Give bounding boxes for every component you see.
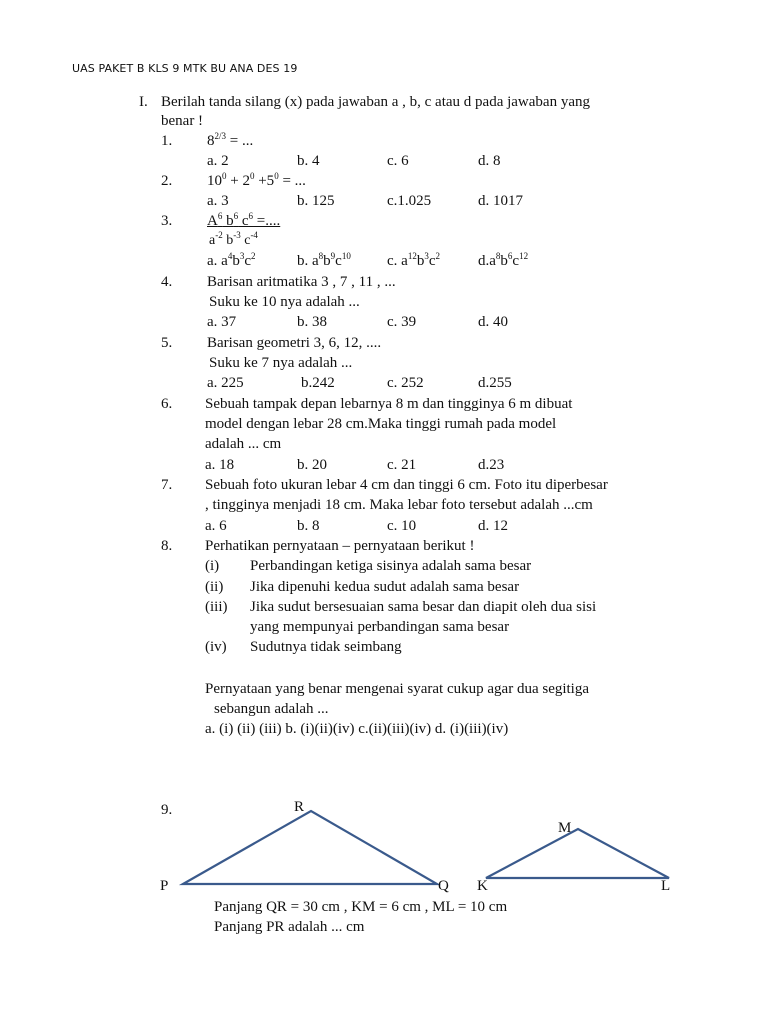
q4-option-c: c. 39 xyxy=(387,314,417,330)
q5-line-1: Barisan geometri 3, 6, 12, .... xyxy=(207,335,382,351)
q7-option-a: a. 6 xyxy=(205,518,227,534)
q6-line-2: model dengan lebar 28 cm.Maka tinggi rumah pada model xyxy=(205,416,557,432)
q3-option-b: b. $a^8b^9c^{10}$ xyxy=(297,251,351,269)
vertex-label-k: K xyxy=(477,878,488,894)
q2-stem: $10^0 + 2^0 +5^0$ = ... xyxy=(207,171,306,189)
q2-option-c: c.1.025 xyxy=(387,193,432,209)
q8-statement-number: (iv) xyxy=(205,639,227,655)
q4-number: 4. xyxy=(161,274,173,290)
q8-statement-number: (i) xyxy=(205,558,220,574)
q7-line-1: Sebuah foto ukuran lebar 4 cm dan tinggi 6 cm. Foto itu diperbesar xyxy=(205,477,608,493)
q1-option-a: a. 2 xyxy=(207,153,229,169)
q3-number: 3. xyxy=(161,213,173,229)
q8-statement-number: (iii) xyxy=(205,599,228,615)
vertex-label-l: L xyxy=(661,878,671,894)
q4-option-a: a. 37 xyxy=(207,314,237,330)
q1-stem: $8^{2/3}$ = ... xyxy=(207,131,254,149)
triangle-klm xyxy=(486,829,669,878)
q7-option-c: c. 10 xyxy=(387,518,417,534)
q4-line-1: Barisan aritmatika 3 , 7 , 11 , ... xyxy=(207,274,396,290)
vertex-label-r: R xyxy=(294,799,305,815)
q7-number: 7. xyxy=(161,477,173,493)
q5-option-c: c. 252 xyxy=(387,375,424,391)
q8-number: 8. xyxy=(161,538,173,554)
q4-option-b: b. 38 xyxy=(297,314,327,330)
q9-line-1: Panjang QR = 30 cm , KM = 6 cm , ML = 10 cm xyxy=(214,899,508,915)
q2-option-d: d. 1017 xyxy=(478,193,523,209)
q8-statement-text: Jika dipenuhi kedua sudut adalah sama besar xyxy=(250,579,520,595)
vertex-label-p: P xyxy=(160,878,169,894)
q2-option-a: a. 3 xyxy=(207,193,229,209)
section-number: I. xyxy=(139,94,148,110)
q3-numerator: $A^6$ $b^6$ $c^6$ =.... xyxy=(207,211,281,229)
q6-option-c: c. 21 xyxy=(387,457,417,473)
q5-option-d: d.255 xyxy=(478,375,512,391)
vertex-label-m: M xyxy=(558,820,572,836)
q5-number: 5. xyxy=(161,335,173,351)
document-header: UAS PAKET B KLS 9 MTK BU ANA DES 19 xyxy=(72,62,298,75)
q2-option-b: b. 125 xyxy=(297,193,335,209)
q1-option-b: b. 4 xyxy=(297,153,320,169)
q4-option-d: d. 40 xyxy=(478,314,508,330)
q1-option-c: c. 6 xyxy=(387,153,409,169)
q4-line-2: Suku ke 10 nya adalah ... xyxy=(209,294,360,310)
q8-statement-number: (ii) xyxy=(205,579,224,595)
instruction-line-2: benar ! xyxy=(161,113,204,129)
instruction-line-1: Berilah tanda silang (x) pada jawaban a , b, c atau d pada jawaban yang xyxy=(161,94,590,110)
q3-option-d: $d.a^8b^6c^{12}$ xyxy=(478,251,529,269)
q9-line-2: Panjang PR adalah ... cm xyxy=(214,919,365,935)
q8-statement-text-continued: yang mempunyai perbandingan sama besar xyxy=(250,619,510,635)
q6-line-1: Sebuah tampak depan lebarnya 8 m dan tingginya 6 m dibuat xyxy=(205,396,573,412)
q7-option-d: d. 12 xyxy=(478,518,508,534)
q8-statement-text: Perbandingan ketiga sisinya adalah sama besar xyxy=(250,558,532,574)
q6-number: 6. xyxy=(161,396,173,412)
q1-number: 1. xyxy=(161,133,173,149)
q5-option-b: b.242 xyxy=(301,375,335,391)
q6-option-d: d.23 xyxy=(478,457,505,473)
q8-question-line-1: Pernyataan yang benar mengenai syarat cukup agar dua segitiga xyxy=(205,681,590,697)
q3-option-c: c. $a^{12}b^3c^2$ xyxy=(387,251,440,269)
q8-options: a. (i) (ii) (iii) b. (i)(ii)(iv) c.(ii)(iii)(iv) d. (i)(iii)(iv) xyxy=(205,721,509,737)
q8-statement-text: Sudutnya tidak seimbang xyxy=(250,639,402,655)
q8-question-line-2: sebangun adalah ... xyxy=(214,701,329,717)
q1-option-d: d. 8 xyxy=(478,153,501,169)
vertex-label-q: Q xyxy=(438,878,449,894)
q2-number: 2. xyxy=(161,173,173,189)
q7-line-2: , tingginya menjadi 18 cm. Maka lebar foto tersebut adalah ...cm xyxy=(205,497,593,513)
triangle-pqr xyxy=(183,811,437,884)
q7-option-b: b. 8 xyxy=(297,518,320,534)
q5-option-a: a. 225 xyxy=(207,375,244,391)
q6-option-b: b. 20 xyxy=(297,457,327,473)
q8-statement-text: Jika sudut bersesuaian sama besar dan diapit oleh dua sisi xyxy=(250,599,597,615)
q3-option-a: a. $a^4b^3c^2$ xyxy=(207,251,256,269)
q3-denominator: $a^{-2}$ $b^{-3}$ $c^{-4}$ xyxy=(209,230,258,248)
q9-number: 9. xyxy=(161,802,173,818)
q5-line-2: Suku ke 7 nya adalah ... xyxy=(209,355,353,371)
q6-line-3: adalah ... cm xyxy=(205,436,282,452)
q8-line-1: Perhatikan pernyataan – pernyataan berikut ! xyxy=(205,538,475,554)
q6-option-a: a. 18 xyxy=(205,457,235,473)
